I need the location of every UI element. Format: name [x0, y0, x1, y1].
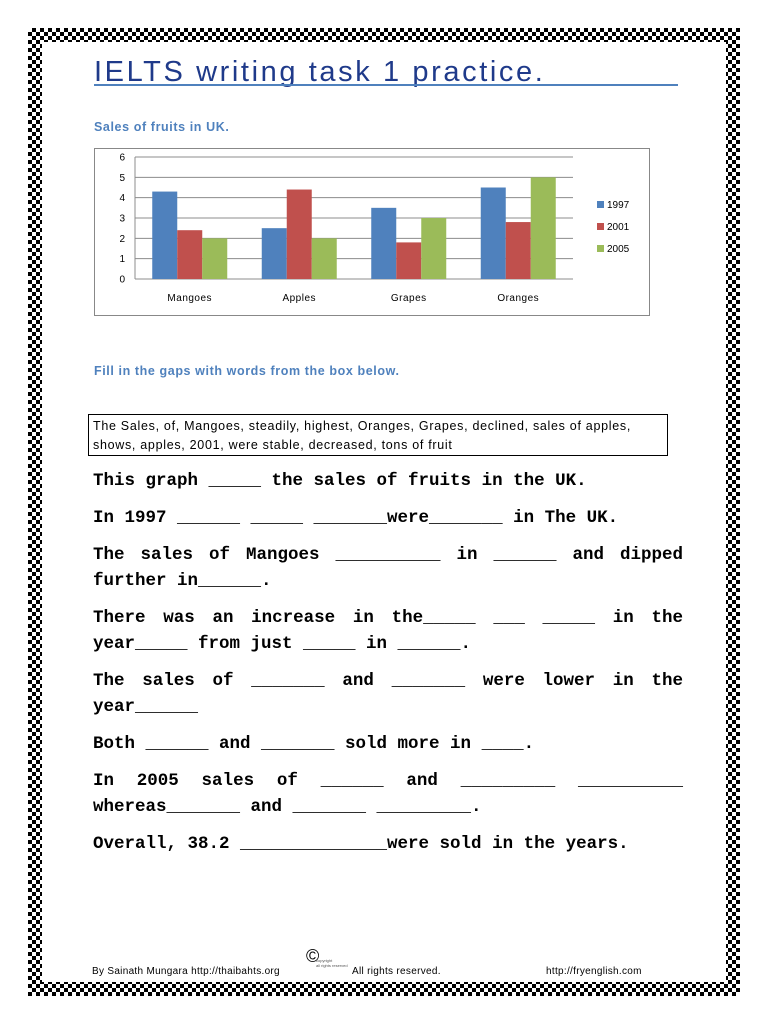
bar-2001-grapes: [396, 242, 421, 279]
word-box: The Sales, of, Mangoes, steadily, highest, Oranges, Grapes, declined, sales of apples, shows, apples, 2001, were stable, decreased, tons of fruit: [88, 414, 668, 456]
title-underline: [94, 84, 678, 86]
copyright-small-line: all rights reserved: [316, 963, 348, 968]
bar-2005-grapes: [421, 218, 446, 279]
exercise-sentence: This graph _____ the sales of fruits in the UK.: [93, 471, 587, 491]
legend-swatch-2005: [597, 245, 604, 252]
worksheet-page: [42, 42, 726, 982]
exercise-sentence: In 2005 sales of ______ and _________ __________ whereas_______ and _______ _________.: [93, 771, 683, 817]
y-tick-label: 3: [119, 213, 125, 225]
exercise-sentence: There was an increase in the_____ ___ _____ in the year_____ from just _____ in ______.: [93, 608, 683, 654]
legend-label: 2005: [607, 244, 630, 255]
bar-2005-oranges: [531, 177, 556, 279]
bar-2001-mangoes: [177, 230, 202, 279]
x-tick-label: Grapes: [390, 293, 427, 304]
chart-heading: Sales of fruits in UK.: [94, 120, 230, 134]
bar-2005-mangoes: [202, 238, 227, 279]
y-tick-label: 5: [119, 172, 125, 184]
bar-chart: [94, 148, 650, 316]
y-tick-label: 4: [119, 193, 125, 205]
exercise-sentence: Overall, 38.2 ______________were sold in the years.: [93, 834, 629, 854]
footer-rights: All rights reserved.: [352, 966, 441, 977]
exercise-list: [93, 468, 683, 868]
legend-swatch-2001: [597, 223, 604, 230]
copyright-small-line: copyright: [316, 958, 333, 963]
bar-1997-mangoes: [152, 192, 177, 279]
footer-link[interactable]: http://fryenglish.com: [546, 966, 642, 977]
footer-author: By Sainath Mungara http://thaibahts.org: [92, 966, 280, 977]
bar-1997-oranges: [481, 188, 506, 280]
bar-chart-svg: [95, 149, 649, 315]
bar-2001-oranges: [506, 222, 531, 279]
bar-2005-apples: [312, 238, 337, 279]
exercise-sentence: Both ______ and _______ sold more in ____.: [93, 734, 535, 754]
copyright-small-text: [316, 958, 348, 968]
copyright-icon: ©: [306, 946, 320, 966]
bar-1997-apples: [262, 228, 287, 279]
x-tick-label: Mangoes: [167, 293, 213, 304]
bar-1997-grapes: [371, 208, 396, 279]
x-tick-label: Apples: [282, 293, 317, 304]
y-tick-label: 2: [119, 233, 125, 245]
page-title: IELTS writing task 1 practice.: [94, 56, 546, 88]
y-tick-label: 6: [119, 152, 125, 164]
legend-swatch-1997: [597, 201, 604, 208]
exercise-sentence: The sales of Mangoes __________ in ______ and dipped further in______.: [93, 545, 683, 591]
instruction-text: Fill in the gaps with words from the box below.: [94, 364, 400, 378]
bar-2001-apples: [287, 190, 312, 279]
y-tick-label: 1: [119, 254, 125, 266]
y-tick-label: 0: [119, 274, 125, 286]
exercise-sentence: In 1997 ______ _____ _______were_______ in The UK.: [93, 508, 619, 528]
legend-label: 2001: [607, 222, 630, 233]
x-tick-label: Oranges: [497, 293, 540, 304]
legend-label: 1997: [607, 200, 630, 211]
exercise-sentence: The sales of _______ and _______ were lower in the year______: [93, 671, 683, 717]
